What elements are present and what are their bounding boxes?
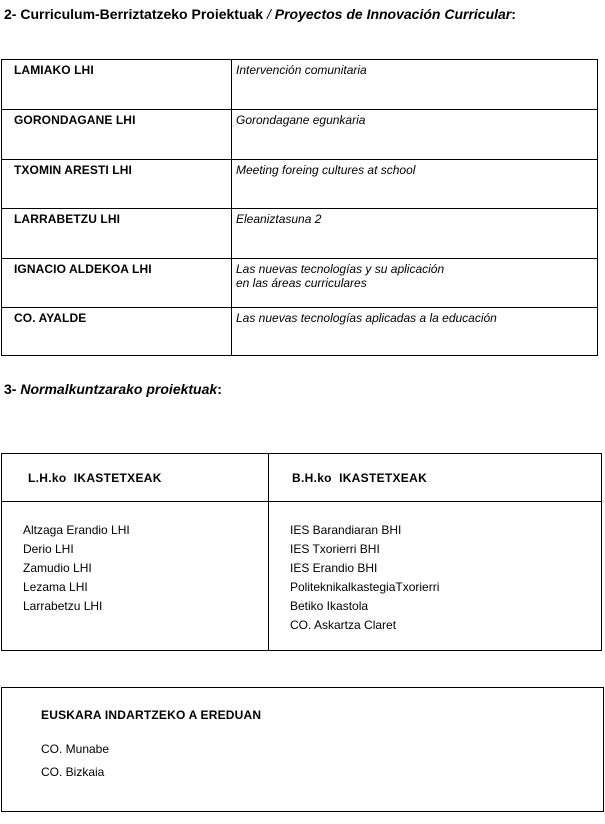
table-row	[2, 159, 597, 209]
school-name: CO. AYALDE	[14, 311, 87, 325]
table-row	[2, 307, 597, 357]
section2-heading	[4, 6, 516, 22]
school-name: IGNACIO ALDEKOA LHI	[14, 262, 152, 276]
list-item: CO. Bizkaia	[41, 765, 105, 779]
section3-colon: :	[217, 381, 222, 397]
list-item: IES Barandiaran BHI	[290, 523, 402, 537]
basque-reinforcement-title: EUSKARA INDARTZEKO A EREDUAN	[41, 708, 262, 722]
innovation-projects-table	[1, 59, 598, 356]
school-name: GORONDAGANE LHI	[14, 113, 136, 127]
table-row	[2, 109, 597, 159]
section3-title: Normalkuntzarako proiektuak	[20, 381, 218, 397]
list-item: IES Txorierri BHI	[290, 542, 380, 556]
primary-schools-list	[23, 521, 130, 616]
school-name: LAMIAKO LHI	[14, 63, 94, 77]
secondary-schools-header: B.H.ko IKASTETXEAK	[292, 471, 428, 485]
list-item: Derio LHI	[23, 542, 74, 556]
section3-heading	[4, 381, 222, 397]
section2-title-spanish: Proyectos de Innovación Curricular	[274, 6, 512, 22]
table-row	[2, 60, 597, 110]
table-column-divider	[268, 454, 269, 650]
list-item: IES Erandio BHI	[290, 561, 378, 575]
school-name: LARRABETZU LHI	[14, 212, 121, 226]
section2-colon: :	[511, 6, 516, 22]
list-item: Altzaga Erandio LHI	[23, 523, 130, 537]
list-item: Lezama LHI	[23, 580, 88, 594]
project-name: Gorondagane egunkaria	[236, 113, 366, 127]
project-name: Las nuevas tecnologías y su aplicación en las áreas curriculares	[236, 262, 445, 290]
list-item: Zamudio LHI	[23, 561, 92, 575]
section3-number: 3-	[4, 381, 17, 397]
primary-schools-header: L.H.ko IKASTETXEAK	[28, 471, 162, 485]
basque-reinforcement-box	[1, 687, 604, 812]
secondary-schools-list	[290, 521, 439, 635]
list-item: CO. Askartza Claret	[290, 618, 397, 632]
basque-reinforcement-list	[41, 738, 109, 784]
normalization-schools-table	[1, 453, 602, 651]
school-name: TXOMIN ARESTI LHI	[14, 163, 132, 177]
list-item: PoliteknikalkastegiaTxorierri	[290, 580, 440, 594]
table-row	[2, 208, 597, 258]
project-name: Eleaniztasuna 2	[236, 212, 322, 226]
list-item: CO. Munabe	[41, 742, 110, 756]
list-item: Betiko Ikastola	[290, 599, 369, 613]
table-header-divider	[2, 501, 601, 502]
section2-separator: /	[266, 6, 271, 22]
project-name: Intervención comunitaria	[236, 63, 367, 77]
section2-title-basque: Curriculum-Berriztatzeko Proiektuak	[20, 6, 264, 22]
project-name: Las nuevas tecnologías aplicadas a la educación	[236, 311, 497, 325]
section2-number: 2-	[4, 6, 17, 22]
list-item: Larrabetzu LHI	[23, 599, 103, 613]
table-row	[2, 258, 597, 308]
project-name: Meeting foreing cultures at school	[236, 163, 416, 177]
